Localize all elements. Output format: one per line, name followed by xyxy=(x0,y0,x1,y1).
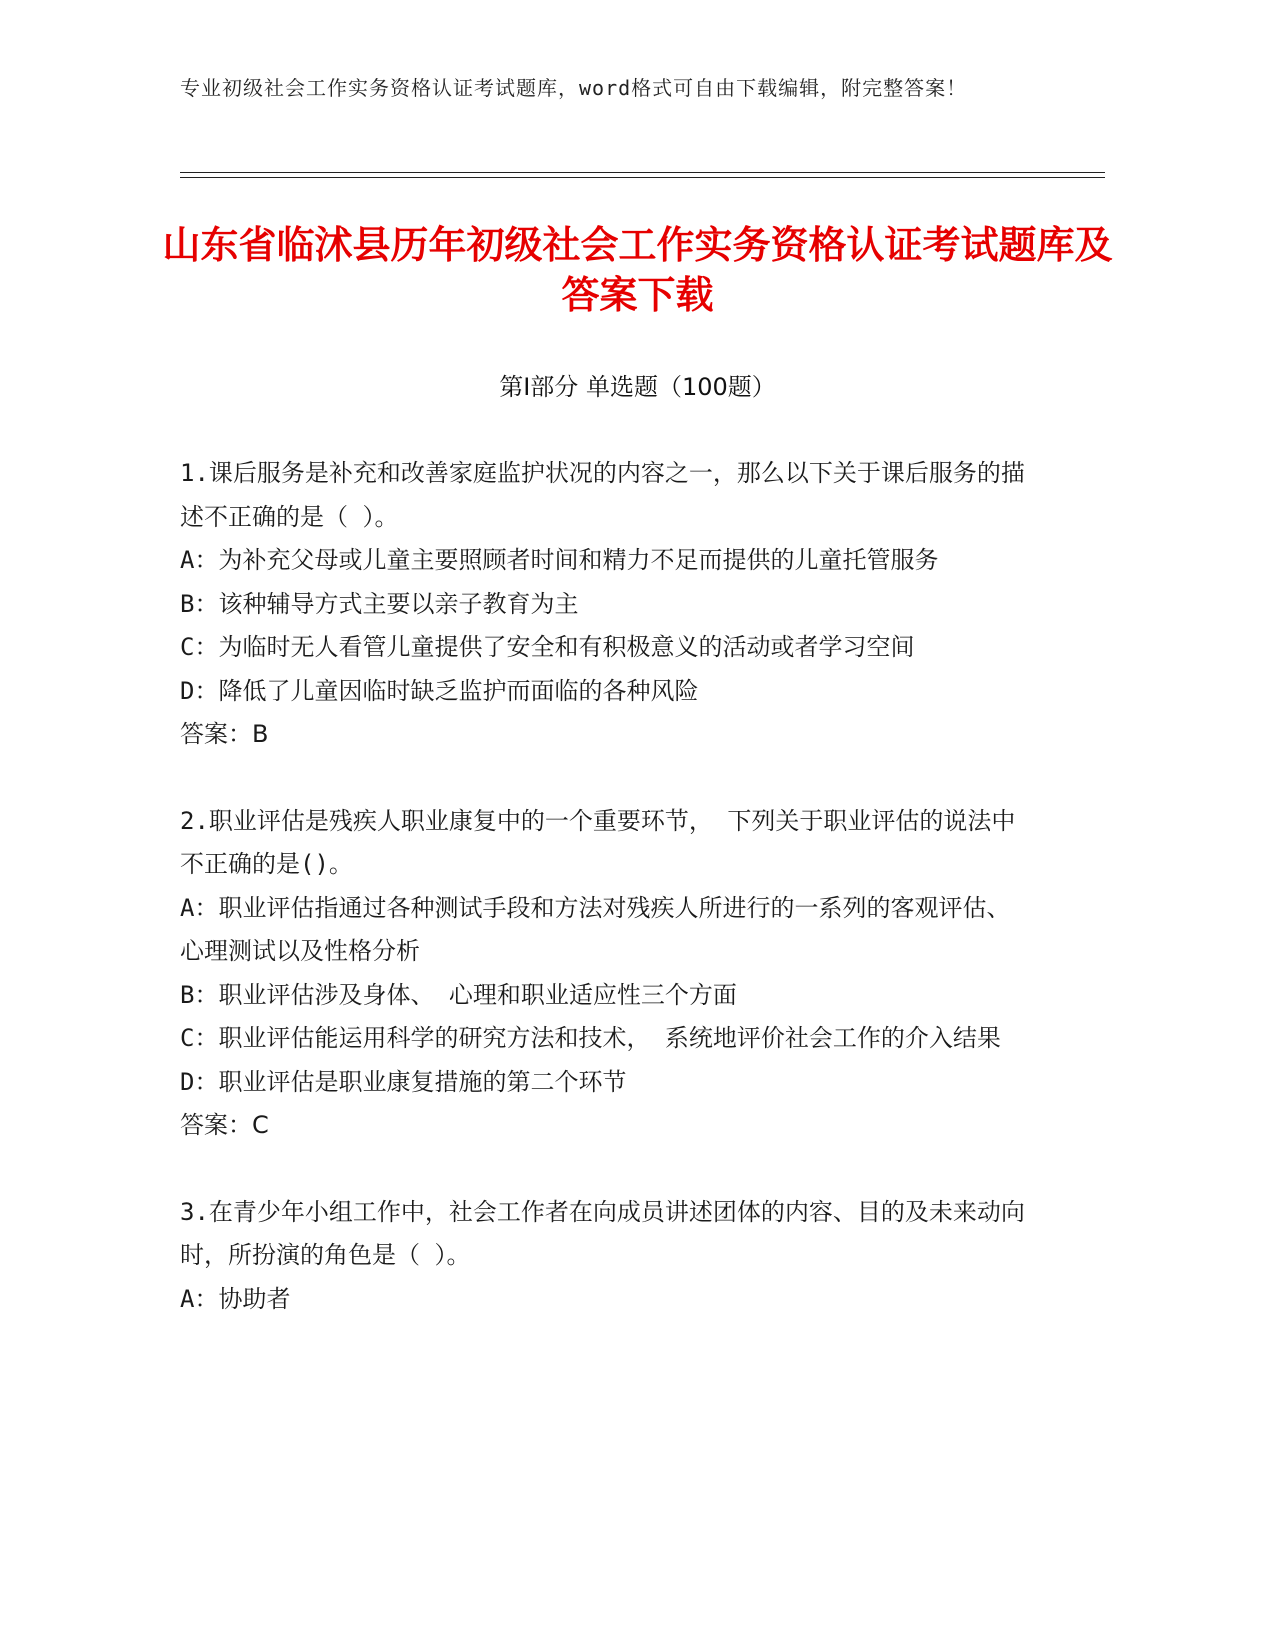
option-d: D：降低了儿童因临时缺乏监护而面临的各种风险 xyxy=(180,676,699,705)
question-2 xyxy=(180,800,1030,1148)
option-a: A：为补充父母或儿童主要照顾者时间和精力不足而提供的儿童托管服务 xyxy=(180,546,939,574)
question-stem: 2.职业评估是残疾人职业康复中的一个重要环节， 下列关于职业评估的说法中不正确的是()。 xyxy=(180,806,1016,878)
option-b: B：职业评估涉及身体、 心理和职业适应性三个方面 xyxy=(180,980,737,1009)
question-list xyxy=(180,452,1030,1364)
answer: 答案：B xyxy=(180,720,269,748)
option-b: B：该种辅导方式主要以亲子教育为主 xyxy=(180,589,579,618)
option-a: A：协助者 xyxy=(180,1284,291,1313)
question-stem: 3.在青少年小组工作中，社会工作者在向成员讲述团体的内容、目的及未来动向时，所扮演的角色是（ ）。 xyxy=(180,1197,1025,1269)
option-a: A：职业评估指通过各种测试手段和方法对残疾人所进行的一系列的客观评估、 心理测试以及性格分析 xyxy=(180,893,1011,965)
question-stem: 1.课后服务是补充和改善家庭监护状况的内容之一，那么以下关于课后服务的描述不正确的是（ ）。 xyxy=(180,459,1025,531)
option-c: C：为临时无人看管儿童提供了安全和有积极意义的活动或者学习空间 xyxy=(180,633,915,661)
answer: 答案：C xyxy=(180,1111,269,1139)
header-note: 专业初级社会工作实务资格认证考试题库，word格式可自由下载编辑，附完整答案！ xyxy=(180,76,968,100)
header-rule-bottom xyxy=(180,177,1105,178)
question-3 xyxy=(180,1191,1030,1322)
option-d: D：职业评估是职业康复措施的第二个环节 xyxy=(180,1067,627,1096)
option-c: C：职业评估能运用科学的研究方法和技术， 系统地评价社会工作的介入结果 xyxy=(180,1024,1001,1052)
question-1 xyxy=(180,452,1030,757)
section-title: 第Ⅰ部分 单选题（100题） xyxy=(499,373,776,401)
document-title: 山东省临沭县历年初级社会工作实务资格认证考试题库及答案下载 xyxy=(162,223,1113,317)
header-rule-top xyxy=(180,172,1105,173)
